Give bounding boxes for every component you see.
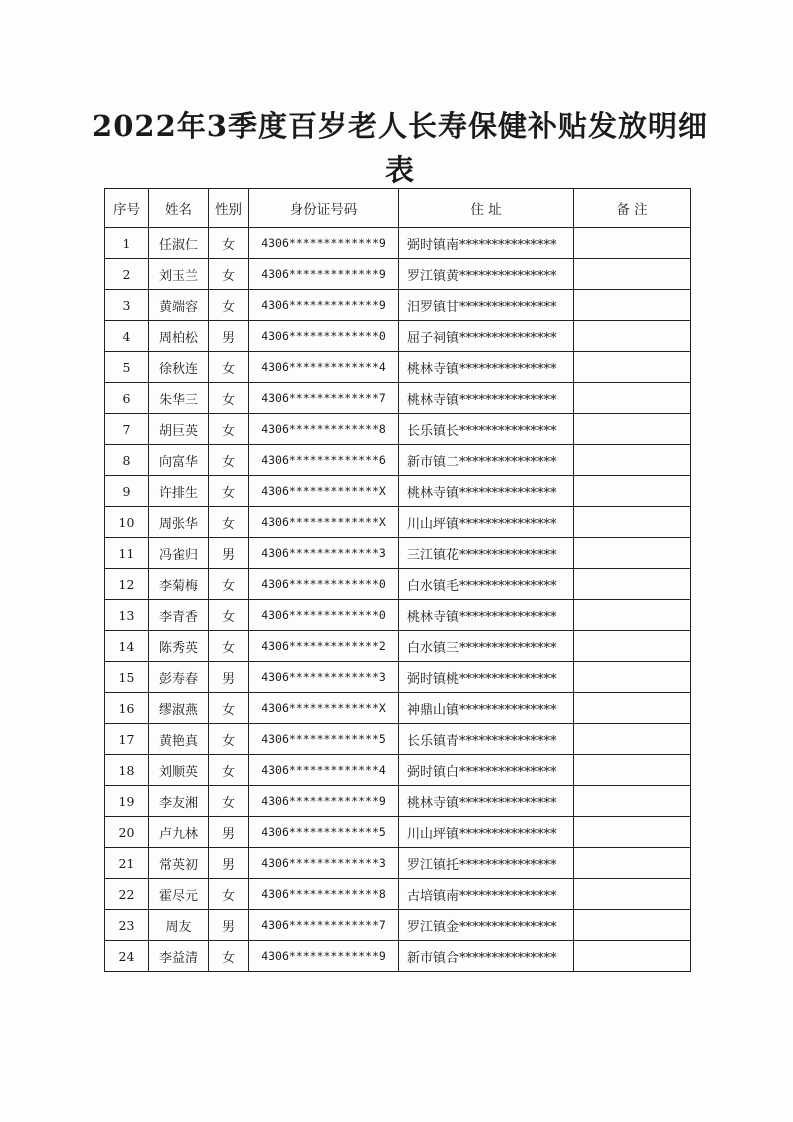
table-row [105,848,691,879]
cell-remarks [574,693,691,724]
cell-id-number: 4306*************X [249,507,399,538]
cell-remarks [574,259,691,290]
cell-seq: 9 [105,476,149,507]
cell-gender: 女 [209,755,249,786]
table-body [105,228,691,972]
cell-address: 罗江镇金*************** [399,910,574,941]
cell-gender: 女 [209,476,249,507]
cell-gender: 女 [209,786,249,817]
cell-name: 向富华 [149,445,209,476]
table-row [105,817,691,848]
cell-name: 周柏松 [149,321,209,352]
table-row [105,631,691,662]
cell-remarks [574,848,691,879]
cell-seq: 1 [105,228,149,259]
cell-id-number: 4306*************X [249,693,399,724]
cell-id-number: 4306*************2 [249,631,399,662]
cell-address: 白水镇三*************** [399,631,574,662]
cell-gender: 女 [209,290,249,321]
cell-gender: 女 [209,445,249,476]
table-row [105,321,691,352]
cell-address: 长乐镇青*************** [399,724,574,755]
cell-name: 冯雀归 [149,538,209,569]
cell-seq: 11 [105,538,149,569]
cell-id-number: 4306*************9 [249,290,399,321]
cell-id-number: 4306*************9 [249,786,399,817]
cell-address: 罗江镇黄*************** [399,259,574,290]
cell-name: 陈秀英 [149,631,209,662]
cell-gender: 女 [209,383,249,414]
cell-seq: 17 [105,724,149,755]
cell-seq: 24 [105,941,149,972]
table-row [105,879,691,910]
cell-id-number: 4306*************7 [249,910,399,941]
table-row [105,910,691,941]
cell-seq: 3 [105,290,149,321]
cell-address: 弼时镇桃*************** [399,662,574,693]
cell-address: 神鼎山镇*************** [399,693,574,724]
cell-name: 李青香 [149,600,209,631]
cell-address: 桃林寺镇*************** [399,383,574,414]
cell-gender: 男 [209,910,249,941]
cell-gender: 女 [209,259,249,290]
cell-gender: 男 [209,817,249,848]
header-address: 住 址 [399,189,574,228]
cell-id-number: 4306*************3 [249,662,399,693]
table-row [105,259,691,290]
cell-seq: 16 [105,693,149,724]
table-row [105,445,691,476]
cell-name: 常英初 [149,848,209,879]
header-remarks: 备 注 [574,189,691,228]
cell-gender: 男 [209,662,249,693]
cell-address: 桃林寺镇*************** [399,352,574,383]
table-row [105,600,691,631]
cell-address: 弼时镇南*************** [399,228,574,259]
table-row [105,290,691,321]
cell-address: 三江镇花*************** [399,538,574,569]
cell-seq: 19 [105,786,149,817]
cell-remarks [574,228,691,259]
cell-name: 徐秋连 [149,352,209,383]
cell-address: 罗江镇托*************** [399,848,574,879]
cell-remarks [574,879,691,910]
cell-name: 李益清 [149,941,209,972]
cell-address: 新市镇合*************** [399,941,574,972]
cell-address: 桃林寺镇*************** [399,600,574,631]
cell-address: 川山坪镇*************** [399,817,574,848]
cell-seq: 4 [105,321,149,352]
cell-gender: 女 [209,228,249,259]
cell-id-number: 4306*************6 [249,445,399,476]
cell-name: 周友 [149,910,209,941]
cell-gender: 女 [209,569,249,600]
cell-name: 李友湘 [149,786,209,817]
cell-address: 古培镇南*************** [399,879,574,910]
cell-remarks [574,724,691,755]
cell-seq: 21 [105,848,149,879]
cell-remarks [574,507,691,538]
cell-seq: 22 [105,879,149,910]
cell-name: 缪淑燕 [149,693,209,724]
cell-remarks [574,445,691,476]
table-row [105,352,691,383]
cell-seq: 7 [105,414,149,445]
cell-seq: 2 [105,259,149,290]
cell-name: 任淑仁 [149,228,209,259]
table-row [105,228,691,259]
cell-id-number: 4306*************5 [249,724,399,755]
cell-id-number: 4306*************7 [249,383,399,414]
cell-id-number: 4306*************0 [249,321,399,352]
cell-id-number: 4306*************8 [249,414,399,445]
cell-gender: 女 [209,879,249,910]
cell-seq: 6 [105,383,149,414]
cell-remarks [574,352,691,383]
document-title: 2022年3季度百岁老人长寿保健补贴发放明细 [92,109,708,143]
cell-seq: 5 [105,352,149,383]
cell-remarks [574,910,691,941]
table-row [105,693,691,724]
cell-id-number: 4306*************9 [249,941,399,972]
cell-address: 屈子祠镇*************** [399,321,574,352]
table-row [105,786,691,817]
cell-address: 桃林寺镇*************** [399,476,574,507]
cell-seq: 12 [105,569,149,600]
table-row [105,755,691,786]
cell-gender: 女 [209,631,249,662]
cell-gender: 男 [209,848,249,879]
cell-name: 黄端容 [149,290,209,321]
cell-gender: 女 [209,352,249,383]
cell-address: 桃林寺镇*************** [399,786,574,817]
cell-remarks [574,600,691,631]
cell-id-number: 4306*************X [249,476,399,507]
cell-name: 刘玉兰 [149,259,209,290]
cell-remarks [574,538,691,569]
cell-id-number: 4306*************8 [249,879,399,910]
cell-gender: 女 [209,724,249,755]
cell-remarks [574,817,691,848]
cell-seq: 10 [105,507,149,538]
cell-id-number: 4306*************4 [249,352,399,383]
cell-address: 长乐镇长*************** [399,414,574,445]
table-header-row [105,189,691,228]
cell-name: 李菊梅 [149,569,209,600]
cell-name: 周张华 [149,507,209,538]
cell-seq: 14 [105,631,149,662]
cell-remarks [574,290,691,321]
table-row [105,414,691,445]
cell-gender: 男 [209,321,249,352]
cell-seq: 18 [105,755,149,786]
cell-address: 白水镇毛*************** [399,569,574,600]
cell-name: 卢九林 [149,817,209,848]
cell-gender: 女 [209,941,249,972]
cell-id-number: 4306*************9 [249,259,399,290]
cell-remarks [574,569,691,600]
cell-gender: 女 [209,693,249,724]
cell-id-number: 4306*************0 [249,569,399,600]
cell-address: 弼时镇白*************** [399,755,574,786]
subsidy-roster-table [104,188,691,972]
table-row [105,569,691,600]
cell-name: 胡巨英 [149,414,209,445]
header-id-number: 身份证号码 [249,189,399,228]
cell-gender: 女 [209,414,249,445]
header-seq: 序号 [105,189,149,228]
cell-name: 黄艳真 [149,724,209,755]
table-row [105,476,691,507]
cell-gender: 男 [209,538,249,569]
cell-address: 新市镇二*************** [399,445,574,476]
cell-name: 许排生 [149,476,209,507]
cell-gender: 女 [209,507,249,538]
cell-seq: 15 [105,662,149,693]
cell-remarks [574,321,691,352]
cell-name: 彭寿春 [149,662,209,693]
cell-name: 刘顺英 [149,755,209,786]
cell-id-number: 4306*************3 [249,848,399,879]
cell-remarks [574,662,691,693]
cell-remarks [574,631,691,662]
cell-name: 霍尽元 [149,879,209,910]
cell-id-number: 4306*************9 [249,228,399,259]
cell-id-number: 4306*************5 [249,817,399,848]
cell-seq: 8 [105,445,149,476]
cell-id-number: 4306*************3 [249,538,399,569]
table-row [105,941,691,972]
table-row [105,662,691,693]
cell-address: 汨罗镇甘*************** [399,290,574,321]
cell-seq: 23 [105,910,149,941]
cell-remarks [574,941,691,972]
table-row [105,538,691,569]
cell-id-number: 4306*************4 [249,755,399,786]
cell-id-number: 4306*************0 [249,600,399,631]
document-title-continuation: 表 [384,153,415,187]
header-gender: 性别 [209,189,249,228]
cell-name: 朱华三 [149,383,209,414]
table-row [105,724,691,755]
cell-remarks [574,383,691,414]
table-row [105,383,691,414]
cell-seq: 20 [105,817,149,848]
cell-remarks [574,786,691,817]
cell-remarks [574,414,691,445]
cell-seq: 13 [105,600,149,631]
table-row [105,507,691,538]
header-name: 姓名 [149,189,209,228]
cell-gender: 女 [209,600,249,631]
cell-address: 川山坪镇*************** [399,507,574,538]
cell-remarks [574,755,691,786]
cell-remarks [574,476,691,507]
